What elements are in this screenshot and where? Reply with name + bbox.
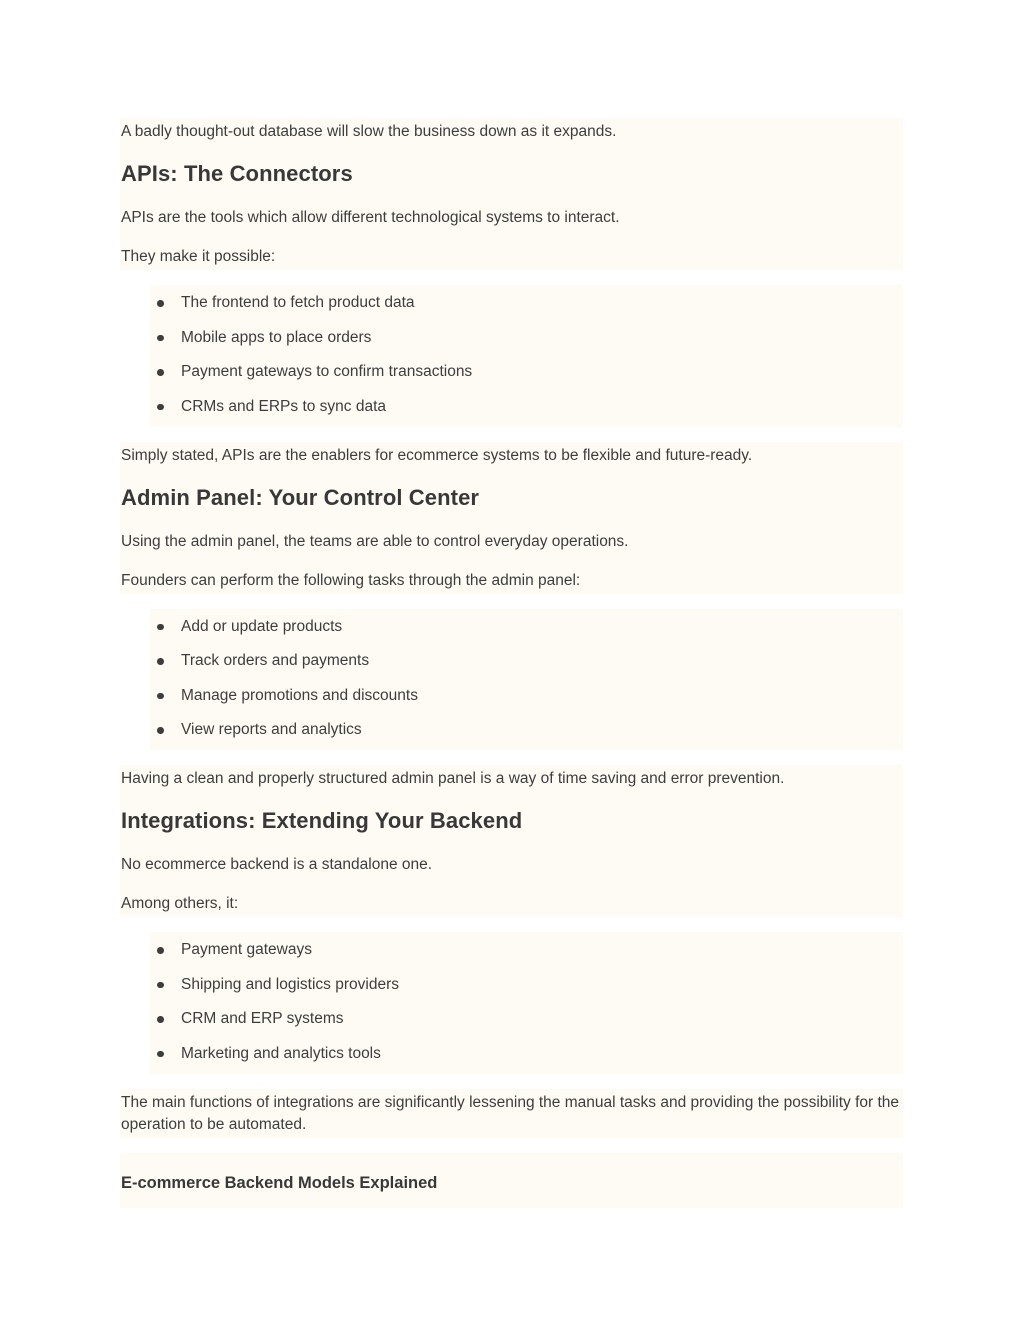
section-heading-backend-models: E-commerce Backend Models Explained xyxy=(121,1173,438,1192)
paragraph-admin-lead-in: Founders can perform the following tasks through the admin panel: xyxy=(121,571,581,589)
list-item xyxy=(150,616,901,638)
bullet-icon xyxy=(157,693,164,700)
bullet-icon xyxy=(157,300,164,307)
paragraph-apis-summary: Simply stated, APIs are the enablers for ecommerce systems to be flexible and future-ready. xyxy=(121,446,753,464)
bullet-icon xyxy=(157,658,164,665)
document-content xyxy=(120,118,903,1208)
bullet-icon xyxy=(157,1016,164,1023)
list-item-text: Track orders and payments xyxy=(181,652,370,669)
paragraph-apis-intro: APIs are the tools which allow different technological systems to interact. xyxy=(121,209,620,226)
bullet-list-admin-tasks xyxy=(150,609,903,751)
list-item-text: Add or update products xyxy=(181,617,343,635)
list-item-text: Marketing and analytics tools xyxy=(181,1044,381,1062)
list-item xyxy=(150,685,901,707)
bullet-icon xyxy=(157,624,164,631)
bullet-icon xyxy=(157,947,164,954)
list-item xyxy=(150,719,901,741)
text-block-models-heading xyxy=(120,1153,903,1208)
bullet-icon xyxy=(157,1051,164,1058)
bullet-icon xyxy=(157,404,164,411)
paragraph-database-warning: A badly thought-out database will slow the business down as it expands. xyxy=(121,123,617,140)
section-heading-apis: APIs: The Connectors xyxy=(121,161,353,186)
list-item xyxy=(150,650,901,672)
paragraph-integrations-intro: No ecommerce backend is a standalone one. xyxy=(121,856,433,873)
bullet-icon xyxy=(157,369,164,376)
list-item xyxy=(150,396,901,418)
list-item-text: View reports and analytics xyxy=(181,721,362,738)
list-item-text: CRMs and ERPs to sync data xyxy=(181,397,387,415)
list-item-text: Mobile apps to place orders xyxy=(181,328,372,346)
list-item xyxy=(150,1008,901,1030)
list-item-text: Shipping and logistics providers xyxy=(181,975,399,993)
section-heading-integrations: Integrations: Extending Your Backend xyxy=(121,808,523,833)
paragraph-admin-intro: Using the admin panel, the teams are able to control everyday operations. xyxy=(121,532,629,550)
list-item xyxy=(150,361,901,383)
list-item xyxy=(150,327,901,349)
list-item xyxy=(150,939,901,961)
list-item-text: The frontend to fetch product data xyxy=(181,294,415,311)
bullet-icon xyxy=(157,982,164,989)
bullet-icon xyxy=(157,727,164,734)
text-block-integrations-summary xyxy=(120,1089,903,1138)
text-block-admin-panel xyxy=(120,442,903,594)
text-block-integrations xyxy=(120,765,903,917)
section-heading-admin-panel: Admin Panel: Your Control Center xyxy=(121,484,480,510)
list-item xyxy=(150,292,901,314)
paragraph-integrations-lead-in: Among others, it: xyxy=(121,895,239,912)
paragraph-integrations-summary: The main functions of integrations are significantly lessening the manual tasks and providing the possibility for the operation to be automated. xyxy=(121,1093,900,1133)
bullet-icon xyxy=(157,335,164,342)
bullet-list-apis xyxy=(150,285,903,427)
list-item xyxy=(150,1043,901,1065)
list-item xyxy=(150,974,901,996)
text-block-database-apis xyxy=(120,118,903,270)
list-item-text: Payment gateways xyxy=(181,941,312,958)
bullet-list-integrations xyxy=(150,932,903,1074)
list-item-text: CRM and ERP systems xyxy=(181,1010,344,1027)
list-item-text: Manage promotions and discounts xyxy=(181,686,418,704)
paragraph-apis-lead-in: They make it possible: xyxy=(121,248,276,265)
paragraph-admin-summary: Having a clean and properly structured admin panel is a way of time saving and error prevention. xyxy=(121,770,785,787)
list-item-text: Payment gateways to confirm transactions xyxy=(181,363,473,380)
